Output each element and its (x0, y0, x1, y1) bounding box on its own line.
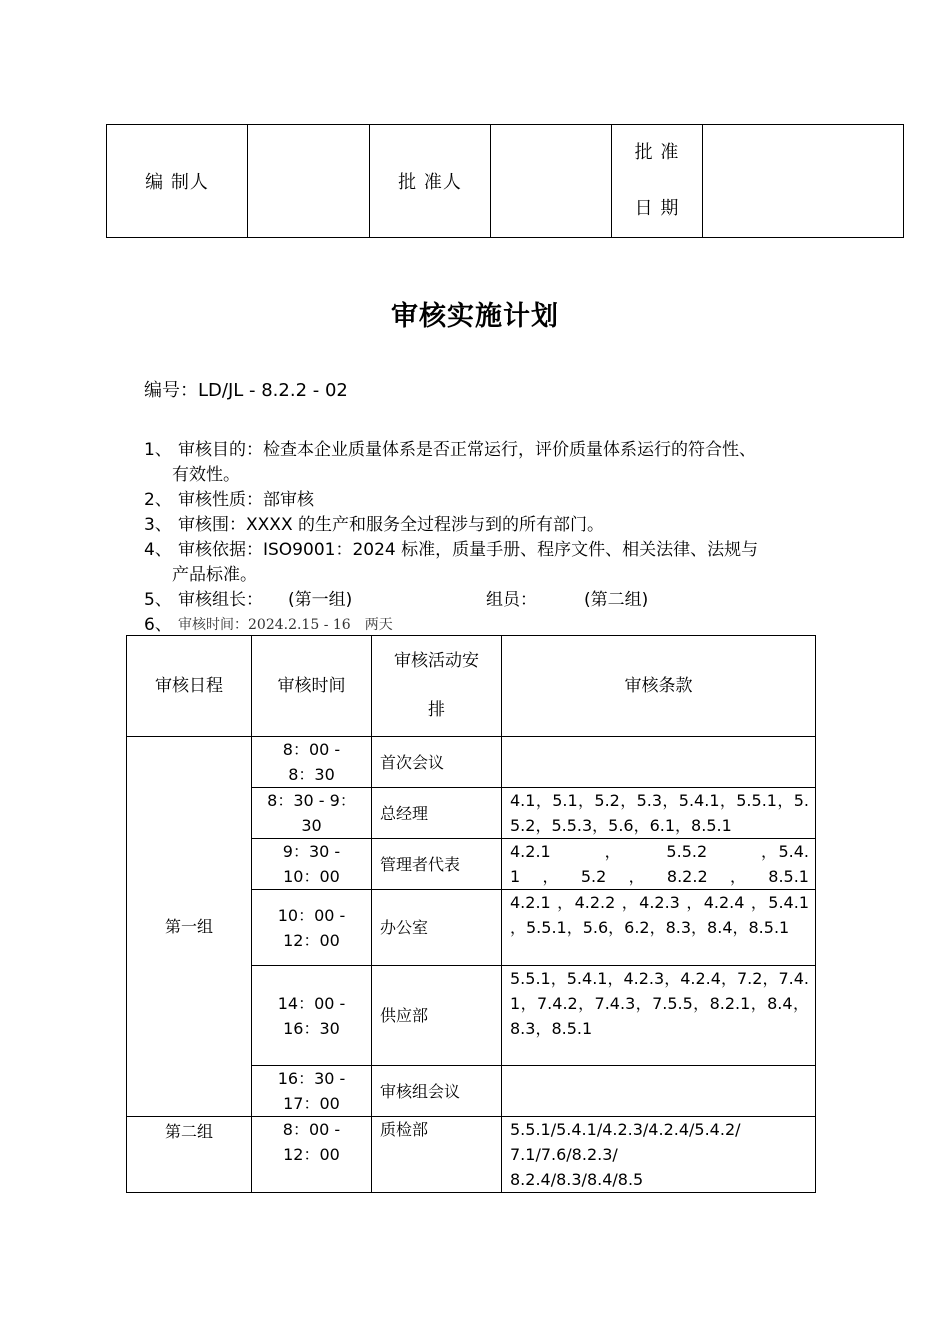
header-activity-line1: 审核活动安 (394, 651, 479, 671)
table-header-row (127, 636, 816, 737)
time-start: 10：00 - (277, 905, 346, 925)
clauses-cell: 5.5.1，5.4.1，4.2.3，4.2.4，7.2，7.4.1，7.4.2，7.4.3，7.5.5，8.2.1，8.4，8.3，8.5.1 (502, 966, 816, 1066)
time-end: 16：30 (283, 1018, 340, 1038)
team-member-label: 组员： (486, 590, 537, 610)
time-end: 8：30 (288, 765, 335, 784)
activity-cell: 首次会议 (372, 737, 502, 788)
compiler-value (248, 125, 370, 238)
item-number: 3、 (144, 515, 172, 535)
item-number: 5、 (144, 590, 172, 610)
time-cell (252, 839, 372, 890)
clauses-line: 5.5.1/5.4.1/4.2.3/4.2.4/5.4.2/ (510, 1120, 741, 1139)
approver-label: 批 准人 (370, 125, 491, 238)
time-start: 9：30 - (282, 842, 341, 861)
time-end: 17：00 (283, 1094, 340, 1113)
time-end: 12：00 (283, 930, 340, 950)
approver-value (491, 125, 612, 238)
item-text-continued: 产品标准。 (172, 565, 257, 585)
time-cell (252, 1117, 372, 1193)
activity-cell: 总经理 (372, 788, 502, 839)
group-two-cell: 第二组 (127, 1117, 252, 1193)
clauses-cell (502, 1117, 816, 1193)
clauses-line: 8.2.4/8.3/8.4/8.5 (510, 1170, 644, 1189)
table-row (127, 1117, 816, 1193)
header-activity (372, 636, 502, 737)
clauses-cell: 4.1，5.1，5.2，5.3，5.4.1，5.5.1，5.5.2，5.5.3，5.6，6.1，8.5.1 (502, 788, 816, 839)
time-cell (252, 737, 372, 788)
time-cell (252, 1066, 372, 1117)
group-one-cell: 第一组 (127, 737, 252, 1117)
time-cell (252, 890, 372, 966)
item-text: 审核性质：部审核 (178, 490, 314, 510)
time-start: 8：00 - (282, 1120, 341, 1139)
time-start: 8：00 - (282, 740, 341, 759)
clauses-cell: 4.2.1 ，4.2.2 ，4.2.3 ，4.2.4 ，5.4.1 ，5.5.1，5.6，6.2，8.3，8.4，8.5.1 (502, 890, 816, 966)
item-text: 审核目的：检查本企业质量体系是否正常运行，评价质量体系运行的符合性、 (178, 440, 756, 460)
item-number: 6、 (144, 615, 172, 635)
approval-date-label (612, 125, 703, 238)
clauses-cell (502, 737, 816, 788)
header-time: 审核时间 (252, 636, 372, 737)
time-end: 30 (301, 816, 322, 835)
activity-cell: 质检部 (372, 1117, 502, 1193)
clauses-cell (502, 1066, 816, 1117)
time-start: 16：30 - (277, 1069, 346, 1088)
activity-cell: 管理者代表 (372, 839, 502, 890)
item-number: 2、 (144, 490, 172, 510)
approval-date-label-line2: 日 期 (634, 198, 680, 219)
header-clauses: 审核条款 (502, 636, 816, 737)
group-two-label: (第二组) (584, 590, 649, 610)
activity-cell: 审核组会议 (372, 1066, 502, 1117)
activity-cell: 供应部 (372, 966, 502, 1066)
item-text-continued: 有效性。 (172, 465, 240, 485)
team-leader-label: 审核组长： (178, 590, 263, 610)
time-start: 14：00 - (277, 993, 346, 1013)
item-text: 审核依据：ISO9001：2024 标准，质量手册、程序文件、相关法律、法规与 (178, 540, 759, 560)
list-item (144, 588, 824, 613)
clauses-cell: 4.2.1 ， 5.5.2 ，5.4.1，5.2，8.2.2，8.5.1 (502, 839, 816, 890)
item-number: 4、 (144, 540, 172, 560)
item-number: 1、 (144, 440, 172, 460)
compiler-label: 编 制人 (107, 125, 248, 238)
plan-items (144, 438, 824, 638)
table-row (127, 737, 816, 788)
activity-cell: 办公室 (372, 890, 502, 966)
approval-date-label-line1: 批 准 (634, 142, 680, 163)
page-title: 审核实施计划 (391, 301, 559, 332)
approval-date-value (703, 125, 904, 238)
list-item (144, 488, 824, 513)
item-text: 审核围：XXXX 的生产和服务全过程涉与到的所有部门。 (178, 515, 604, 535)
group-one-label: (第一组) (288, 590, 353, 610)
time-end: 12：00 (283, 1145, 340, 1164)
time-cell (252, 788, 372, 839)
audit-schedule-table (126, 635, 816, 1193)
document-number: 编号：LD/JL - 8.2.2 - 02 (144, 380, 348, 401)
item-text: 审核时间：2024.2.15 - 16 两天 (178, 617, 393, 633)
signature-table (106, 124, 904, 238)
time-cell (252, 966, 372, 1066)
list-item (144, 538, 824, 588)
clauses-line: 7.1/7.6/8.2.3/ (510, 1145, 618, 1164)
header-activity-line2: 排 (428, 700, 445, 720)
header-day: 审核日程 (127, 636, 252, 737)
list-item (144, 513, 824, 538)
time-end: 10：00 (283, 867, 340, 886)
list-item (144, 438, 824, 488)
time-start: 8：30 - 9： (267, 791, 356, 810)
